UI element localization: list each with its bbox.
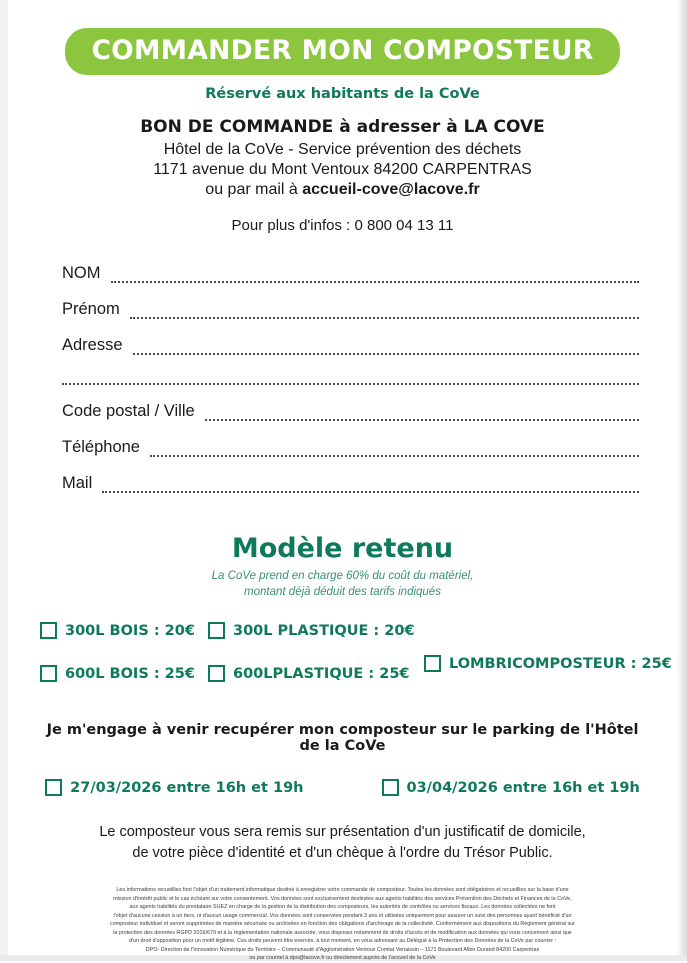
field-label-prenom: Prénom: [62, 300, 120, 318]
model-section-note: [36, 569, 649, 600]
legal-line-1: Les informations recueillies font l'objet d'un traitement informatique destiné à enregistrer votre commande de composteur. Toutes les données sont obligatoires et recueillies sur la base d'une: [116, 887, 569, 894]
phone-info: Pour plus d'infos : 0 800 04 13 11: [231, 217, 454, 234]
field-row-telephone: [62, 438, 639, 457]
option-300l-bois[interactable]: [40, 622, 195, 639]
legal-line-5: composteur individuel et seront supprimées de manière sécurisée ou archivées en fonction des obligations d'archivage de la collectivité. Conformément aux dispositions du Règlement général sur: [110, 921, 575, 928]
model-options: [36, 622, 672, 704]
pickup-date-label: 27/03/2026 entre 16h et 19h: [70, 779, 304, 796]
mail-prefix: ou par mail à: [205, 181, 303, 198]
legal-line-6: la protection des données RGPD 2016/679 et à la règlementation nationale associée, vous disposez notamment de droits d'accès et de modification aux données qui vous concernent ainsi que: [113, 929, 572, 936]
field-row-prenom: [62, 300, 639, 319]
pickup-conditions: [36, 822, 649, 864]
contact-email: accueil-cove@lacove.fr: [302, 181, 480, 198]
page-right-edge: [677, 0, 687, 961]
option-600l-plastique[interactable]: [208, 665, 410, 682]
field-row-nom: [62, 264, 639, 283]
checkbox-icon[interactable]: [208, 665, 225, 682]
legal-line-2: mission d'intérêt public et le cas échéant sur votre consentement. Vos données sont exclusivement destinées aux agents habilités des services Prévention des Déchets et Finances de la CoVe,: [113, 895, 572, 902]
field-input-mail[interactable]: [102, 480, 639, 493]
field-label-telephone: Téléphone: [62, 438, 140, 456]
option-label: 300L PLASTIQUE : 20€: [233, 622, 415, 639]
field-label-adresse: Adresse: [62, 336, 123, 354]
address-line-4: [36, 181, 649, 199]
pickup-conditions-line-1: Le composteur vous sera remis sur présentation d'un justificatif de domicile,: [99, 824, 586, 841]
page-left-edge: [0, 0, 8, 961]
field-input-adresse-2[interactable]: [62, 372, 639, 385]
pickup-date-option-1[interactable]: [45, 779, 303, 796]
field-input-code-postal-ville[interactable]: [205, 408, 639, 421]
checkbox-icon[interactable]: [208, 622, 225, 639]
field-label-code-postal-ville: Code postal / Ville: [62, 402, 195, 420]
pickup-date-option-2[interactable]: [382, 779, 640, 796]
field-row-mail: [62, 474, 639, 493]
pickup-conditions-line-2: de votre pièce d'identité et d'un chèque à l'ordre du Trésor Public.: [132, 845, 553, 862]
pickup-dates: [36, 779, 649, 796]
page-subtitle: Réservé aux habitants de la CoVe: [205, 86, 480, 102]
pickup-date-label: 03/04/2026 entre 16h et 19h: [406, 779, 640, 796]
field-input-prenom[interactable]: [130, 306, 639, 319]
legal-line-9: ou par courriel à dpo@lacove.fr ou directement auprès de l'accueil de la CoVe: [249, 955, 436, 962]
pickup-engagement-text: Je m'engage à venir recupérer mon composteur sur le parking de l'Hôtel de la CoVe: [46, 722, 639, 755]
legal-line-8: DPO- Direction de l'Innovation Numérique du Territoire – Communauté d'Agglomération Ventoux Comtat Venaissin – 1171 Boulevard Albin Durand 84200 Carpentras: [145, 946, 540, 953]
option-label: 600L BOIS : 25€: [65, 665, 195, 682]
legal-line-4: l'objet d'aucune cession à un tiers, ni d'aucun usage commercial. Vos données sont conservées pendant 3 ans et utilisées uniquement pour assurer un suivi des personnes ayant bénéficié d'un: [113, 912, 572, 919]
checkbox-icon[interactable]: [45, 779, 62, 796]
model-note-line-2: montant déjà déduit des tarifs indiqués: [244, 585, 441, 598]
header-banner-container: [36, 28, 649, 75]
legal-line-7: d'un droit d'opposition pour un motif légitime. Ces droits peuvent être exercés, à tout moment, en vous adressant au Délégué à la Protection des Données de la CoVe par courrier :: [129, 938, 556, 945]
field-label-nom: NOM: [62, 264, 101, 282]
checkbox-icon[interactable]: [382, 779, 399, 796]
model-note-line-1: La CoVe prend en charge 60% du coût du matériel,: [211, 570, 474, 582]
address-line-2: Hôtel de la CoVe - Service prévention des déchets: [163, 141, 522, 158]
legal-notice: [36, 886, 649, 963]
page-title: COMMANDER MON COMPOSTEUR: [65, 28, 619, 75]
document-content: [8, 0, 677, 963]
checkbox-icon[interactable]: [40, 665, 57, 682]
option-600l-bois[interactable]: [40, 665, 195, 682]
checkbox-icon[interactable]: [424, 655, 441, 672]
field-row-code-postal-ville: [62, 402, 639, 421]
legal-line-3: aux agents habilités du prestataire SUEZ en charge de la gestion de la distribution des composteurs, les autorités de contrôles ou services fiscaux. Les données collectées ne font: [129, 904, 556, 911]
field-input-telephone[interactable]: [150, 444, 639, 457]
option-lombricomposteur[interactable]: [424, 655, 672, 672]
checkbox-icon[interactable]: [40, 622, 57, 639]
address-block: [36, 117, 649, 199]
model-section-title: Modèle retenu: [231, 533, 454, 564]
field-label-mail: Mail: [62, 474, 93, 492]
field-row-adresse-2: [62, 372, 639, 385]
option-300l-plastique[interactable]: [208, 622, 415, 639]
option-label: LOMBRICOMPOSTEUR : 25€: [449, 655, 672, 672]
field-input-nom[interactable]: [111, 270, 640, 283]
form-fields: [36, 264, 649, 493]
address-line-3: 1171 avenue du Mont Ventoux 84200 CARPENTRAS: [153, 161, 532, 178]
option-label: 300L BOIS : 20€: [65, 622, 195, 639]
field-input-adresse[interactable]: [133, 342, 639, 355]
field-row-adresse: [62, 336, 639, 355]
option-label: 600LPLASTIQUE : 25€: [233, 665, 410, 682]
address-line-1: BON DE COMMANDE à adresser à LA COVE: [140, 117, 545, 137]
